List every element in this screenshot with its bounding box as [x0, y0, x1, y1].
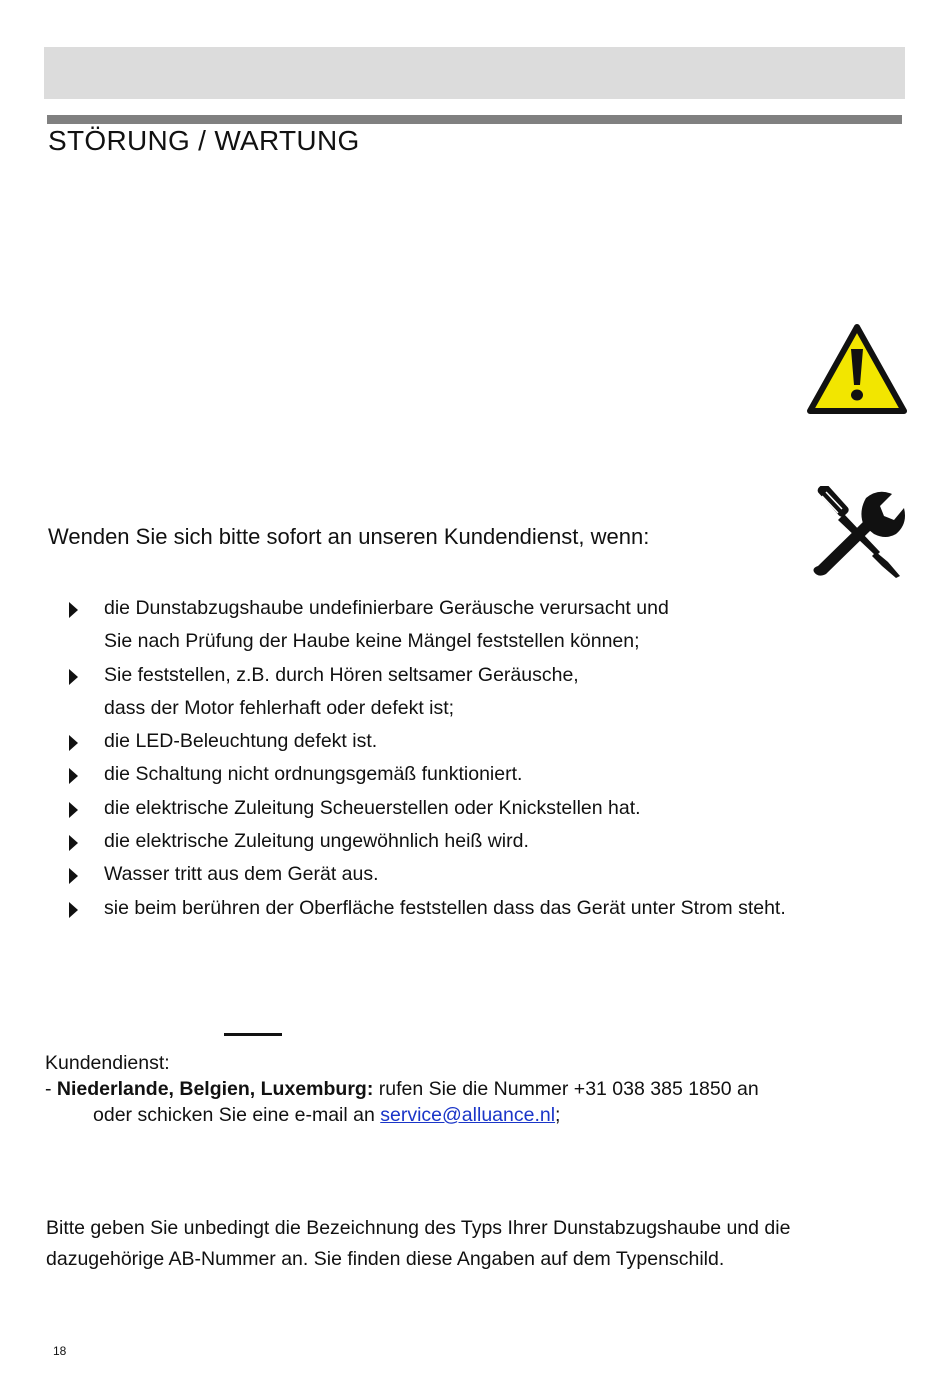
list-item	[66, 892, 926, 925]
bullet-arrow-icon	[69, 868, 78, 884]
bullet-arrow-icon	[69, 602, 78, 618]
bullet-arrow-icon	[69, 902, 78, 918]
list-item-text: die elektrische Zuleitung Scheuerstellen oder Knickstellen hat.	[104, 796, 641, 819]
list-item	[66, 659, 926, 726]
bullet-arrow-icon	[69, 802, 78, 818]
bullet-arrow-icon	[69, 768, 78, 784]
list-item	[66, 858, 926, 891]
list-item-text: die elektrische Zuleitung ungewöhnlich heiß wird.	[104, 830, 529, 853]
service-dash: -	[45, 1078, 57, 1100]
divider	[224, 1033, 282, 1036]
service-label: Kundendienst:	[45, 1052, 170, 1074]
list-item	[66, 592, 926, 659]
footer-note-line: Bitte geben Sie unbedingt die Bezeichnung des Typs Ihrer Dunstabzugshaube und die	[46, 1217, 791, 1239]
service-email-line	[93, 1104, 560, 1127]
condition-list	[66, 592, 926, 925]
service-email-link[interactable]: service@alluance.nl	[380, 1104, 556, 1126]
footer-note	[46, 1213, 926, 1275]
list-item-text: Wasser tritt aus dem Gerät aus.	[104, 863, 379, 886]
list-item	[66, 792, 926, 825]
wrench-screwdriver-icon	[808, 486, 906, 580]
list-item-text: Sie nach Prüfung der Haube keine Mängel feststellen können;	[104, 630, 640, 653]
list-item	[66, 758, 926, 791]
list-item-text: Sie feststellen, z.B. durch Hören seltsamer Geräusche,	[104, 663, 579, 686]
intro-text: Wenden Sie sich bitte sofort an unseren Kundendienst, wenn:	[48, 524, 650, 549]
warning-triangle-icon	[806, 323, 908, 415]
bullet-arrow-icon	[69, 835, 78, 851]
page-number: 18	[53, 1344, 67, 1358]
header-band	[44, 47, 905, 99]
page-title: STÖRUNG / WARTUNG	[48, 125, 360, 156]
bullet-arrow-icon	[69, 669, 78, 685]
service-regions: Niederlande, Belgien, Luxemburg:	[56, 1078, 374, 1100]
title-rule	[47, 115, 902, 124]
list-item-text: die LED-Beleuchtung defekt ist.	[104, 730, 378, 753]
service-contact-line	[45, 1078, 759, 1101]
list-item-text: dass der Motor fehlerhaft oder defekt ist;	[104, 696, 455, 719]
list-item-text: die Dunstabzugshaube undefinierbare Geräusche verursacht und	[104, 597, 669, 619]
footer-note-line: dazugehörige AB-Nummer an. Sie finden diese Angaben auf dem Typenschild.	[46, 1248, 725, 1270]
service-email-suffix: ;	[555, 1104, 561, 1126]
list-item	[66, 725, 926, 758]
list-item-text: sie beim berühren der Oberfläche feststellen dass das Gerät unter Strom steht.	[104, 896, 786, 919]
service-email-prefix: oder schicken Sie eine e-mail an	[93, 1104, 381, 1126]
list-item	[66, 825, 926, 858]
list-item-text: die Schaltung nicht ordnungsgemäß funktioniert.	[104, 763, 523, 786]
bullet-arrow-icon	[69, 735, 78, 751]
service-phone-text: rufen Sie die Nummer +31 038 385 1850 an	[373, 1078, 759, 1100]
